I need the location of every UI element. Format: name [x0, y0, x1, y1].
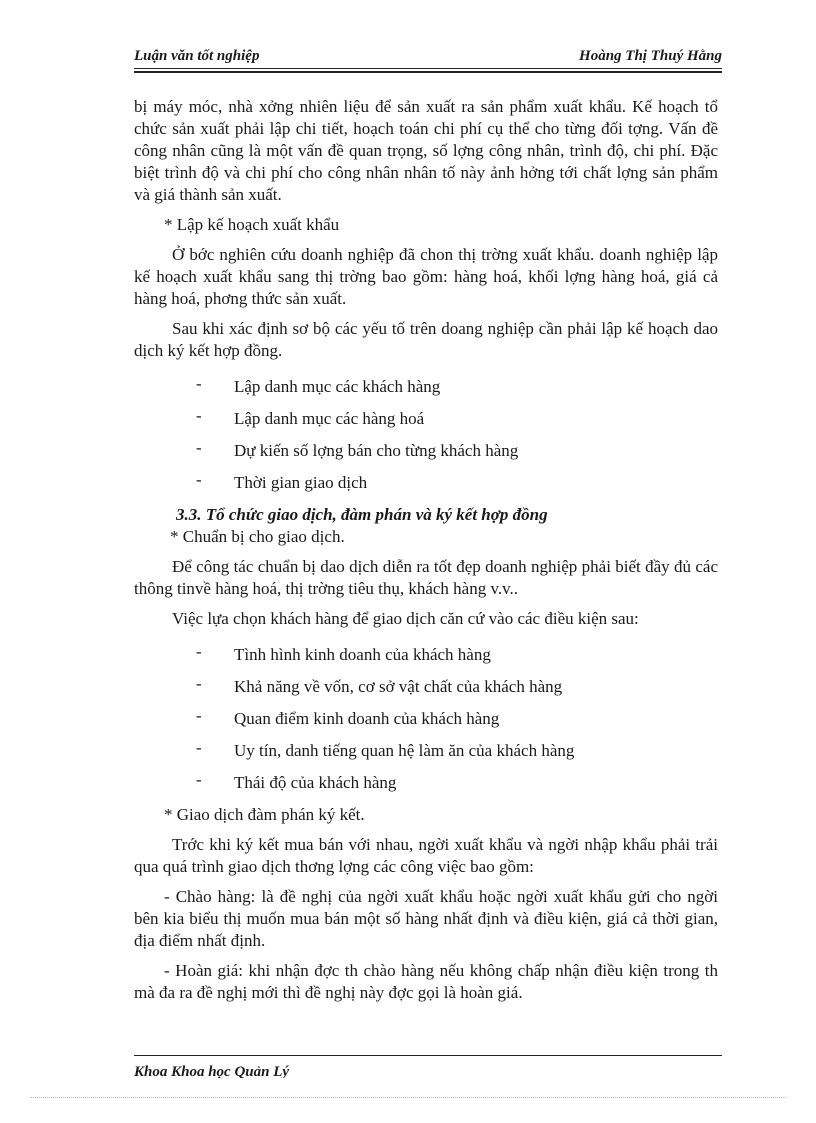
bullet-dash: -	[196, 438, 202, 457]
list-item-text: Thái độ của khách hàng	[234, 773, 397, 792]
paragraph-7: - Chào hàng: là đề nghị của ngời xuất khẩu hoặc ngời xuất khẩu gửi cho ngời bên kia biểu thị muốn mua bán một số hàng nhất định và điều kiện, giá cả thời gian, địa điểm nhất định.	[134, 887, 718, 950]
list-item-text: Lập danh mục các hàng hoá	[234, 409, 425, 428]
list-item	[134, 708, 718, 730]
page-header	[134, 44, 722, 72]
header-thesis-label: Luận văn tốt nghiệp	[134, 48, 260, 64]
subheading-prepare: * Chuẩn bị cho giao dịch.	[170, 527, 345, 546]
list-item	[134, 772, 718, 794]
document-body	[134, 96, 718, 1012]
list-item	[134, 376, 718, 398]
list-item-text: Tình hình kinh doanh của khách hàng	[234, 645, 491, 664]
list-item-text: Dự kiến số lợng bán cho từng khách hàng	[234, 441, 519, 460]
list-item-text: Uy tín, danh tiếng quan hệ làm ăn của khách hàng	[234, 741, 575, 760]
bullet-dash: -	[196, 706, 202, 725]
list-item	[134, 440, 718, 462]
section-heading: 3.3. Tổ chức giao dịch, đàm phán và ký kết hợp đồng	[176, 505, 548, 524]
list-item-text: Quan điểm kinh doanh của khách hàng	[234, 709, 500, 728]
list-item	[134, 408, 718, 430]
list-item	[134, 472, 718, 494]
list-customer-criteria	[134, 644, 718, 794]
paragraph-4: Để công tác chuẩn bị dao dịch diễn ra tốt đẹp doanh nghiệp phải biết đầy đủ các thông tinvề hàng hoá, thị trờng tiêu thụ, khách hàng v.v..	[134, 557, 718, 598]
paragraph-2: Ở bớc nghiên cứu doanh nghiệp đã chon thị trờng xuất khẩu. doanh nghiệp lập kế hoạch xuất khẩu sang thị trờng bao gồm: hàng hoá, khối lợng hàng hoá, giá cả hàng hoá, phơng thức sản xuất.	[134, 245, 718, 308]
list-item-text: Thời gian giao dịch	[234, 473, 368, 492]
list-plan-items	[134, 376, 718, 494]
bullet-dash: -	[196, 674, 202, 693]
footer-faculty-label: Khoa Khoa học Quản Lý	[134, 1064, 290, 1078]
list-item-text: Lập danh mục các khách hàng	[234, 377, 441, 396]
bullet-dash: -	[196, 470, 202, 489]
subheading-export-plan: * Lập kế hoạch xuất khẩu	[164, 215, 340, 234]
bullet-dash: -	[196, 738, 202, 757]
bullet-dash: -	[196, 374, 202, 393]
header-divider	[134, 68, 722, 73]
list-item	[134, 676, 718, 698]
page-edge-divider	[30, 1097, 786, 1098]
paragraph-5: Việc lựa chọn khách hàng để giao dịch căn cứ vào các điều kiện sau:	[172, 609, 639, 628]
paragraph-1: bị máy móc, nhà xởng nhiên liệu để sản xuất ra sản phẩm xuất khẩu. Kế hoạch tổ chức sản xuất phải lập chi tiết, hoạch toán chi phí cụ thể cho từng đối tợng. Vấn đề công nhân cũng là một vấn đề quan trọng, số lợng công nhân, trình độ, chi phí. Đặc biệt trình độ và chi phí cho công nhân nhân tố này ảnh hởng tới chất lợng sản phẩm và giá thành sản xuất.	[134, 97, 718, 204]
page-footer	[134, 1055, 722, 1078]
bullet-dash: -	[196, 406, 202, 425]
list-item	[134, 644, 718, 666]
bullet-dash: -	[196, 770, 202, 789]
header-author-name: Hoàng Thị Thuý Hằng	[579, 48, 722, 64]
list-item	[134, 740, 718, 762]
footer-divider	[134, 1055, 722, 1056]
paragraph-8: - Hoàn giá: khi nhận đợc th chào hàng nếu không chấp nhận điều kiện trong th mà đa ra đề nghị mới thì đề nghị này đợc gọi là hoàn giá.	[134, 961, 718, 1002]
paragraph-6: Trớc khi ký kết mua bán với nhau, ngời xuất khẩu và ngời nhập khẩu phải trải qua quá trình giao dịch thơng lợng các công việc bao gồm:	[134, 835, 718, 876]
list-item-text: Khả năng về vốn, cơ sở vật chất của khách hàng	[234, 677, 563, 696]
subheading-negotiation: * Giao dịch đàm phán ký kết.	[164, 805, 365, 824]
bullet-dash: -	[196, 642, 202, 661]
paragraph-3: Sau khi xác định sơ bộ các yếu tố trên doang nghiệp cần phải lập kế hoạch dao dịch ký kết hợp đồng.	[134, 319, 718, 360]
